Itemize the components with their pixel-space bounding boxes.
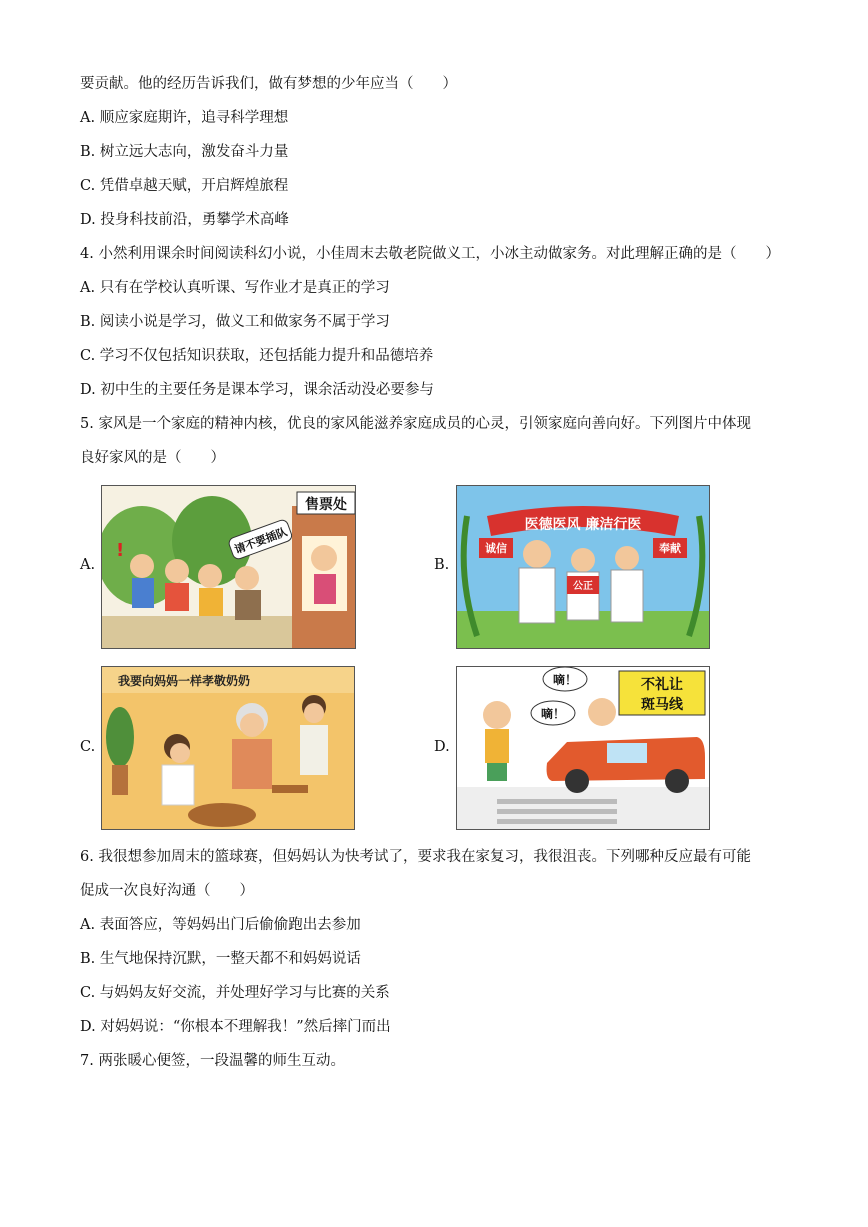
q5-image-c <box>101 666 355 830</box>
q5-label-b: B. <box>434 557 450 573</box>
q4-stem: 4. 小然利用课余时间阅读科幻小说，小佳周末去敬老院做义工，小冰主动做家务。对此理解正确的是（ ） <box>80 246 780 262</box>
q6-stem-line1: 6. 我很想参加周末的篮球赛，但妈妈认为快考试了，要求我在家复习，我很沮丧。下列哪种反应最有可能 <box>80 849 751 865</box>
q5-image-b <box>456 485 710 649</box>
q5-b-sign-mid: 公正 <box>573 581 593 592</box>
q6-option-d: D. 对妈妈说：“你根本不理解我！”然后摔门而出 <box>80 1019 391 1035</box>
q5-d-sign-line1: 不礼让 <box>641 677 683 693</box>
q6-option-b: B. 生气地保持沉默，一整天都不和妈妈说话 <box>80 951 361 967</box>
q5-a-sign-text: 售票处 <box>305 497 347 513</box>
q7-stem: 7. 两张暖心便签，一段温馨的师生互动。 <box>80 1053 345 1069</box>
q5-b-sign-left: 诚信 <box>485 542 507 555</box>
q5-a-bubble-text: 请不要插队 <box>232 525 289 557</box>
q5-image-d <box>456 666 710 830</box>
q5-d-bubble2: 嘀！ <box>540 707 566 721</box>
svg-text:!: ! <box>116 540 125 561</box>
q3-stem-tail: 要贡献。他的经历告诉我们，做有梦想的少年应当（ ） <box>80 76 457 92</box>
q5-b-sign-right: 奉献 <box>659 542 681 555</box>
q5-c-caption: 我要向妈妈一样孝敬奶奶 <box>118 674 251 688</box>
q5-stem-line1: 5. 家风是一个家庭的精神内核，优良的家风能滋养家庭成员的心灵，引领家庭向善向好。下列图片中体现 <box>80 416 751 432</box>
q3-option-d: D. 投身科技前沿，勇攀学术高峰 <box>80 212 289 228</box>
q5-label-a: A. <box>80 557 96 573</box>
q5-d-bubble1: 嘀！ <box>552 673 578 687</box>
q4-option-c: C. 学习不仅包括知识获取，还包括能力提升和品德培养 <box>80 348 434 364</box>
q4-option-d: D. 初中生的主要任务是课本学习，课余活动没必要参与 <box>80 382 434 398</box>
q5-label-c: C. <box>80 739 96 755</box>
q6-option-a: A. 表面答应，等妈妈出门后偷偷跑出去参加 <box>80 917 361 933</box>
q4-option-a: A. 只有在学校认真听课、写作业才是真正的学习 <box>80 280 390 296</box>
q3-option-b: B. 树立远大志向，激发奋斗力量 <box>80 144 289 160</box>
q6-option-c: C. 与妈妈友好交流，并处理好学习与比赛的关系 <box>80 985 390 1001</box>
q5-label-d: D. <box>434 739 450 755</box>
q3-option-c: C. 凭借卓越天赋，开启辉煌旅程 <box>80 178 289 194</box>
q5-image-a <box>101 485 356 649</box>
q5-stem-line2: 良好家风的是（ ） <box>80 450 225 466</box>
q5-b-banner-text: 医德医风 廉洁行医 <box>524 517 642 533</box>
q3-option-a: A. 顺应家庭期许，追寻科学理想 <box>80 110 289 126</box>
q4-option-b: B. 阅读小说是学习，做义工和做家务不属于学习 <box>80 314 390 330</box>
q6-stem-line2: 促成一次良好沟通（ ） <box>80 883 254 899</box>
q5-d-sign-line2: 斑马线 <box>641 697 683 713</box>
